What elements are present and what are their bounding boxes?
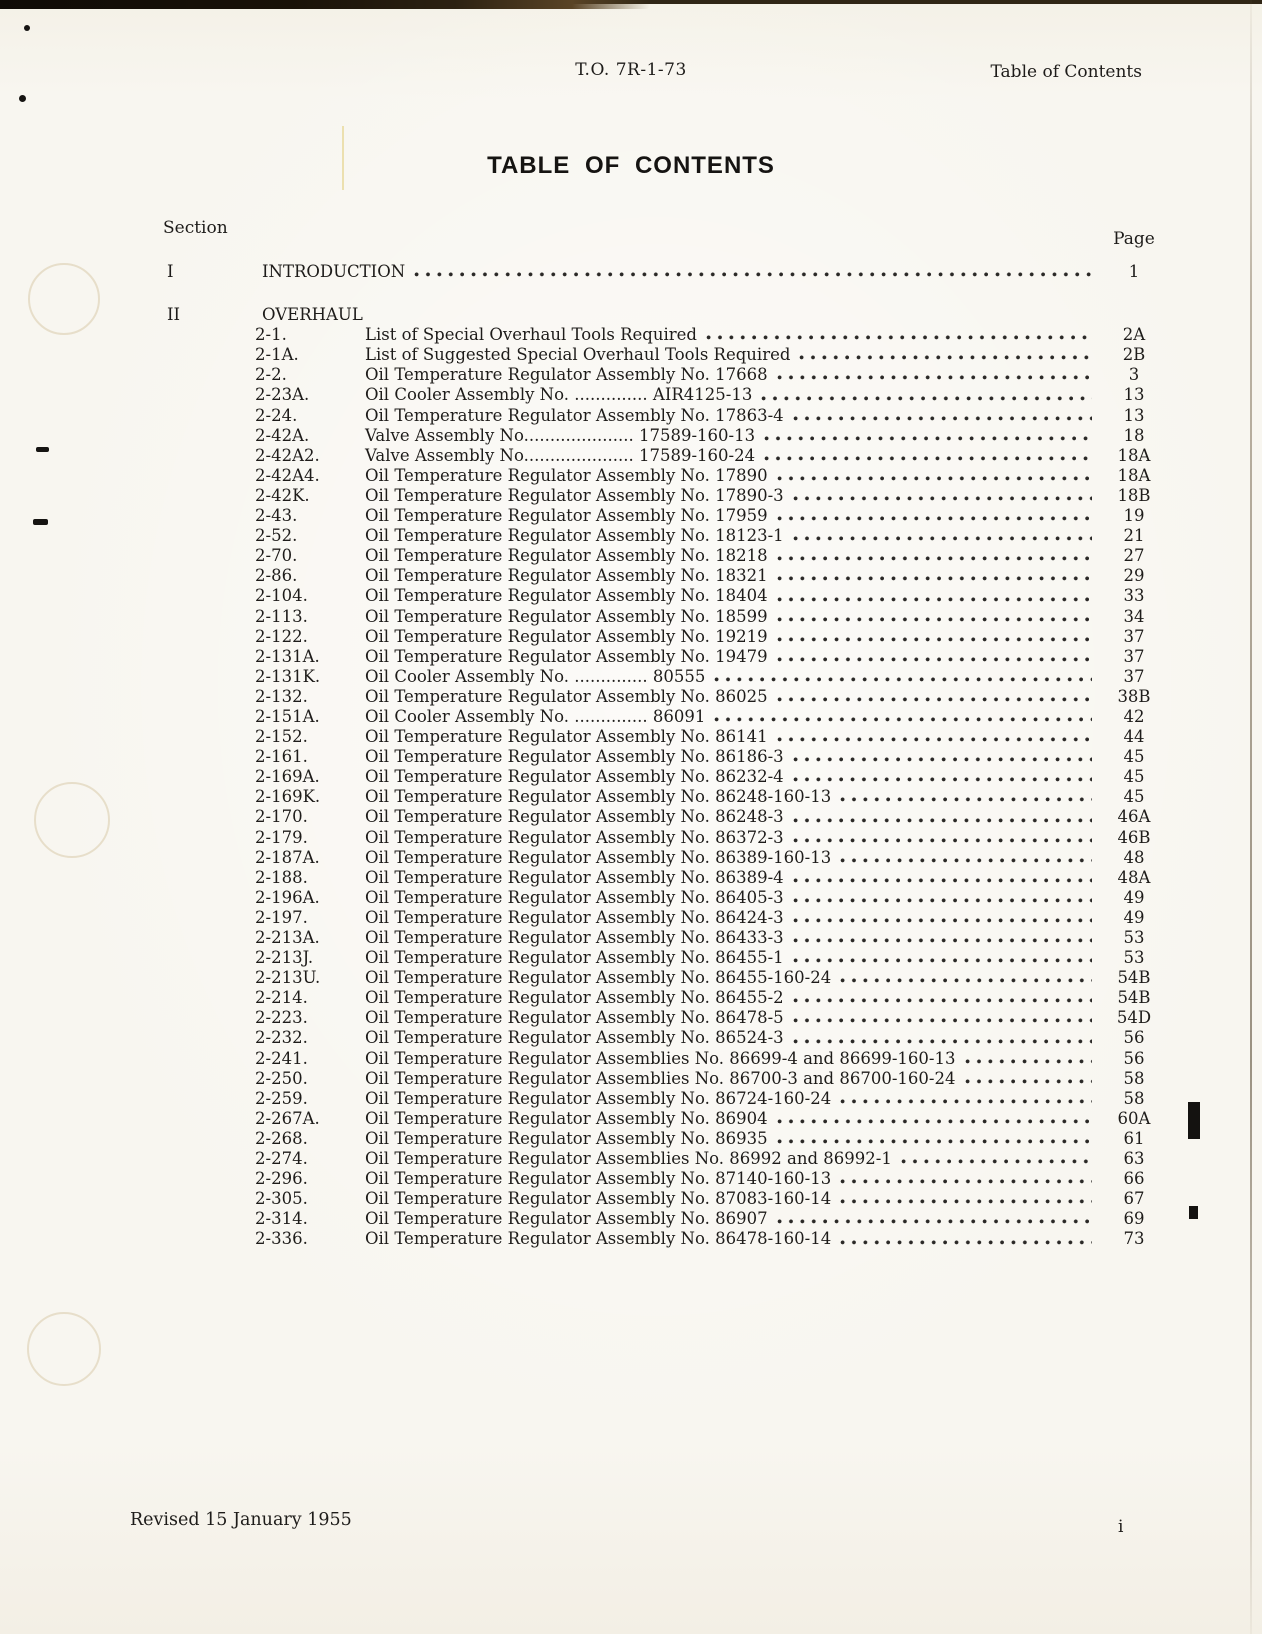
toc-entry-row [0, 406, 1262, 426]
toc-entry-row [0, 1189, 1262, 1209]
dot-leader [777, 1218, 1092, 1225]
toc-entry-row [0, 787, 1262, 807]
entry-title: Oil Temperature Regulator Assembly No. 87083-160-14 [365, 1189, 832, 1209]
entry-page: 18A [1117, 465, 1151, 485]
entry-page: 67 [1123, 1189, 1145, 1209]
entry-title: Oil Temperature Regulator Assembly No. 18218 [365, 546, 768, 566]
entry-body [365, 446, 1096, 466]
entry-page: 2B [1122, 345, 1146, 365]
dot-leader [793, 776, 1092, 783]
dot-leader [840, 857, 1092, 864]
entry-body [365, 345, 1096, 365]
toc-entry-row [0, 526, 1262, 546]
dot-leader [777, 475, 1092, 482]
dot-leader [777, 736, 1092, 743]
entry-title: Oil Temperature Regulator Assembly No. 17668 [365, 365, 768, 385]
toc-entry-row [0, 365, 1262, 385]
toc-entry-row [0, 446, 1262, 466]
toc-entry-row [0, 1069, 1262, 1089]
dot-leader [793, 917, 1092, 924]
entry-page: 54D [1116, 1008, 1152, 1028]
technical-order-number: T.O. 7R-1-73 [575, 60, 687, 80]
entry-title: Oil Temperature Regulator Assemblies No. 86699-4 and 86699-160-13 [365, 1048, 956, 1068]
toc-entry-row [0, 647, 1262, 667]
dot-leader [777, 515, 1092, 522]
toc-entry-row [0, 586, 1262, 606]
entry-title: Oil Temperature Regulator Assembly No. 86724-160-24 [365, 1088, 832, 1108]
entry-title: Oil Temperature Regulator Assembly No. 86424-3 [365, 907, 784, 927]
dot-leader [777, 656, 1092, 663]
entry-title: Oil Temperature Regulator Assembly No. 86025 [365, 686, 768, 706]
entry-page: 54B [1117, 988, 1151, 1008]
ink-speck [19, 95, 26, 102]
toc-entry-row [0, 667, 1262, 687]
entry-title: Oil Temperature Regulator Assembly No. 86405-3 [365, 887, 784, 907]
entry-body [365, 1169, 1096, 1189]
entry-number: 2-161. [255, 747, 308, 767]
entry-number: 2-170. [255, 807, 308, 827]
entry-title: Oil Temperature Regulator Assemblies No. 86700-3 and 86700-160-24 [365, 1068, 956, 1088]
entry-number: 2-113. [255, 606, 308, 626]
dot-leader [793, 1017, 1092, 1024]
toc-entry-row [0, 345, 1262, 365]
ink-speck [24, 25, 30, 31]
entry-number: 2-122. [255, 626, 308, 646]
dot-leader [793, 535, 1092, 542]
entry-body [365, 868, 1096, 888]
toc-entry-row [0, 747, 1262, 767]
dot-leader [793, 897, 1092, 904]
entry-body [365, 707, 1096, 727]
toc-entry-row [0, 1209, 1262, 1229]
dot-leader [793, 1038, 1092, 1045]
entry-number: 2-1A. [255, 345, 299, 365]
entry-page: 49 [1123, 887, 1145, 907]
entry-page: 44 [1123, 727, 1145, 747]
entry-body [365, 687, 1096, 707]
toc-entry-row [0, 928, 1262, 948]
entry-number: 2-42A. [255, 425, 310, 445]
entry-title: Oil Temperature Regulator Assembly No. 86455-160-24 [365, 968, 832, 988]
column-header-page: Page [1113, 229, 1155, 249]
entry-page: 27 [1123, 546, 1145, 566]
toc-entry-row [0, 707, 1262, 727]
entry-number: 2-24. [255, 405, 298, 425]
dot-leader [793, 756, 1092, 763]
entry-title: Oil Temperature Regulator Assembly No. 17959 [365, 506, 768, 526]
entry-body [365, 566, 1096, 586]
entry-page: 13 [1123, 385, 1145, 405]
section-heading: OVERHAUL [262, 305, 363, 325]
entry-number: 2-169A. [255, 767, 320, 787]
entry-body [365, 1028, 1096, 1048]
entry-body [365, 466, 1096, 486]
entry-page: 19 [1123, 506, 1145, 526]
dot-leader [777, 636, 1092, 643]
dot-leader [840, 977, 1092, 984]
entry-body [365, 1069, 1096, 1089]
toc-entry-row [0, 1008, 1262, 1028]
entry-title: Oil Temperature Regulator Assembly No. 86248-3 [365, 807, 784, 827]
entry-title: Oil Temperature Regulator Assembly No. 18599 [365, 606, 768, 626]
toc-entry-row [0, 848, 1262, 868]
entry-title: Oil Temperature Regulator Assembly No. 18123-1 [365, 526, 784, 546]
entry-page: 2A [1122, 325, 1146, 345]
entry-number: 2-267A. [255, 1108, 320, 1128]
entry-title: Oil Temperature Regulator Assembly No. 18321 [365, 566, 768, 586]
toc-entry-row [0, 1129, 1262, 1149]
entry-page: 33 [1123, 586, 1145, 606]
page-title: TABLE OF CONTENTS [487, 152, 775, 179]
entry-number: 2-132. [255, 686, 308, 706]
entry-number: 2-296. [255, 1169, 308, 1189]
entry-number: 2-241. [255, 1048, 308, 1068]
entry-number: 2-23A. [255, 385, 310, 405]
dot-leader [793, 877, 1092, 884]
entry-body [365, 948, 1096, 968]
entry-number: 2-2. [255, 365, 287, 385]
dot-leader [761, 395, 1092, 402]
entry-number: 2-336. [255, 1229, 308, 1249]
entry-page: 45 [1123, 747, 1145, 767]
entry-page: 56 [1123, 1048, 1145, 1068]
entry-page: 29 [1123, 566, 1145, 586]
entry-number: 2-42A2. [255, 445, 320, 465]
entry-body [365, 1229, 1096, 1249]
entry-body [365, 888, 1096, 908]
entry-body [365, 1008, 1096, 1028]
entry-body [365, 807, 1096, 827]
entry-body [365, 767, 1096, 787]
toc-entry-row [0, 566, 1262, 586]
entry-page: 49 [1123, 907, 1145, 927]
entry-title: Oil Temperature Regulator Assembly No. 19219 [365, 626, 768, 646]
entry-body [365, 385, 1096, 405]
entry-title: Oil Temperature Regulator Assembly No. 86186-3 [365, 747, 784, 767]
dot-leader [840, 1198, 1092, 1205]
entry-title: Oil Temperature Regulator Assembly No. 86907 [365, 1209, 768, 1229]
dot-leader [777, 1118, 1092, 1125]
entry-body [365, 848, 1096, 868]
entry-body [365, 968, 1096, 988]
entry-page: 58 [1123, 1088, 1145, 1108]
scan-top-edge-dark [0, 0, 650, 9]
toc-entry-row [0, 767, 1262, 787]
entry-page: 45 [1123, 767, 1145, 787]
entry-number: 2-213J. [255, 948, 314, 968]
entry-title: Oil Cooler Assembly No. .............. AIR4125-13 [365, 385, 753, 405]
revision-date: Revised 15 January 1955 [130, 1510, 352, 1530]
entry-page: 54B [1117, 968, 1151, 988]
toc-entry-row [0, 466, 1262, 486]
entry-number: 2-259. [255, 1088, 308, 1108]
toc-entry-row [0, 426, 1262, 446]
entry-title: Oil Temperature Regulator Assembly No. 86372-3 [365, 827, 784, 847]
entry-number: 2-42A4. [255, 465, 320, 485]
entry-page: 48A [1117, 867, 1151, 887]
dot-leader [414, 271, 1092, 278]
entry-title: Oil Temperature Regulator Assemblies No. 86992 and 86992-1 [365, 1149, 892, 1169]
entry-number: 2-42K. [255, 485, 310, 505]
entry-page: 45 [1123, 787, 1145, 807]
entry-title: Oil Temperature Regulator Assembly No. 18404 [365, 586, 768, 606]
entry-title: Oil Temperature Regulator Assembly No. 86524-3 [365, 1028, 784, 1048]
entry-number: 2-314. [255, 1209, 308, 1229]
entry-number: 2-274. [255, 1149, 308, 1169]
entry-body [365, 1189, 1096, 1209]
entry-page: 61 [1123, 1128, 1145, 1148]
entry-title: Oil Temperature Regulator Assembly No. 86935 [365, 1128, 768, 1148]
entry-title: Oil Temperature Regulator Assembly No. 86478-160-14 [365, 1229, 832, 1249]
entry-page: 38B [1117, 686, 1151, 706]
running-header-title: Table of Contents [990, 62, 1142, 82]
section-numeral: II [167, 305, 181, 325]
entry-title: Oil Temperature Regulator Assembly No. 86455-1 [365, 948, 784, 968]
section-numeral: I [167, 262, 174, 281]
entry-page: 46A [1117, 807, 1151, 827]
entry-number: 2-86. [255, 566, 298, 586]
entry-page: 37 [1123, 626, 1145, 646]
dot-leader [777, 555, 1092, 562]
toc-entry-row [0, 546, 1262, 566]
entry-page: 53 [1123, 928, 1145, 947]
toc-entry-row [0, 627, 1262, 647]
entry-page: 58 [1123, 1068, 1145, 1088]
entry-body [365, 988, 1096, 1008]
entry-number: 2-213U. [255, 968, 321, 988]
entry-body [365, 908, 1096, 928]
entry-body [365, 526, 1096, 546]
entry-page: 13 [1123, 405, 1145, 425]
entry-title: Oil Temperature Regulator Assembly No. 86478-5 [365, 1008, 784, 1028]
entry-title: Oil Cooler Assembly No. .............. 86091 [365, 706, 706, 726]
toc-entry-row [0, 325, 1262, 345]
punch-hole-outline [27, 1312, 101, 1386]
entry-body [365, 627, 1096, 647]
entry-title: Oil Temperature Regulator Assembly No. 86389-4 [365, 867, 784, 887]
toc-entry-row [0, 968, 1262, 988]
toc-entry-row [0, 1229, 1262, 1249]
dot-leader [777, 575, 1092, 582]
section-body [262, 262, 1096, 282]
entry-title: List of Special Overhaul Tools Required [365, 325, 697, 345]
toc-entry-row [0, 868, 1262, 888]
toc-entry-row [0, 486, 1262, 506]
entry-body [365, 607, 1096, 627]
entry-title: List of Suggested Special Overhaul Tools Required [365, 345, 791, 365]
dot-leader [777, 696, 1092, 703]
dot-leader [793, 495, 1092, 502]
entry-page: 48 [1123, 847, 1145, 867]
entry-title: Oil Temperature Regulator Assembly No. 86248-160-13 [365, 787, 832, 807]
dot-leader [777, 616, 1092, 623]
entry-title: Oil Temperature Regulator Assembly No. 86141 [365, 727, 768, 747]
entry-title: Oil Temperature Regulator Assembly No. 17863-4 [365, 405, 784, 425]
entry-number: 2-305. [255, 1189, 308, 1209]
toc-entry-row [0, 948, 1262, 968]
entry-number: 2-131K. [255, 666, 321, 686]
entry-page: 56 [1123, 1028, 1145, 1048]
entry-body [365, 586, 1096, 606]
entry-number: 2-169K. [255, 787, 321, 807]
entry-number: 2-52. [255, 526, 298, 546]
entry-body [365, 727, 1096, 747]
entry-page: 46B [1117, 827, 1151, 847]
entry-body [365, 1089, 1096, 1109]
toc-entry-row [0, 1149, 1262, 1169]
entry-title: Valve Assembly No..................... 17589-160-24 [365, 445, 756, 465]
entry-body [365, 546, 1096, 566]
toc-entry-row [0, 807, 1262, 827]
dot-leader [965, 1058, 1093, 1065]
entry-number: 2-70. [255, 546, 298, 566]
entry-title: Oil Temperature Regulator Assembly No. 86389-160-13 [365, 847, 832, 867]
toc [0, 262, 1262, 1250]
dot-leader [799, 354, 1092, 361]
entry-number: 2-196A. [255, 887, 320, 907]
entry-body [365, 1149, 1096, 1169]
toc-entry-row [0, 687, 1262, 707]
toc-section-row [0, 262, 1262, 282]
entry-page: 18B [1117, 485, 1151, 505]
dot-leader [714, 716, 1092, 723]
entry-title: Oil Cooler Assembly No. .............. 80555 [365, 666, 706, 686]
dot-leader [793, 957, 1092, 964]
entry-body [365, 406, 1096, 426]
toc-entry-row [0, 1049, 1262, 1069]
dot-leader [793, 415, 1092, 422]
entry-body [365, 325, 1096, 345]
entry-body [365, 1049, 1096, 1069]
entry-body [365, 1129, 1096, 1149]
entry-page: 18 [1123, 425, 1145, 445]
dot-leader [840, 1098, 1092, 1105]
dot-leader [840, 1178, 1092, 1185]
dot-leader [840, 796, 1092, 803]
entry-body [365, 647, 1096, 667]
toc-entry-row [0, 1109, 1262, 1129]
entry-title: Oil Temperature Regulator Assembly No. 17890 [365, 465, 768, 485]
entry-title: Oil Temperature Regulator Assembly No. 19479 [365, 646, 768, 666]
entry-number: 2-188. [255, 867, 308, 887]
entry-body [365, 1109, 1096, 1129]
entry-body [365, 365, 1096, 385]
section-body [262, 305, 1096, 325]
toc-entry-row [0, 988, 1262, 1008]
toc-entry-row [0, 1089, 1262, 1109]
entry-body [365, 787, 1096, 807]
toc-entry-row [0, 908, 1262, 928]
entry-number: 2-1. [255, 325, 287, 345]
dot-leader [793, 837, 1092, 844]
entry-body [365, 928, 1096, 948]
dot-leader [706, 334, 1092, 341]
dot-leader [777, 1138, 1092, 1145]
entry-number: 2-151A. [255, 706, 320, 726]
entry-page: 42 [1123, 706, 1145, 726]
entry-number: 2-250. [255, 1068, 308, 1088]
entry-number: 2-187A. [255, 847, 320, 867]
entry-body [365, 486, 1096, 506]
dot-leader [793, 997, 1092, 1004]
entry-title: Oil Temperature Regulator Assembly No. 17890-3 [365, 485, 784, 505]
entry-number: 2-43. [255, 506, 298, 526]
section-heading: INTRODUCTION [262, 262, 406, 281]
toc-entry-row [0, 727, 1262, 747]
dot-leader [793, 937, 1092, 944]
entry-page: 21 [1123, 526, 1145, 546]
entry-number: 2-152. [255, 727, 308, 747]
entry-page: 18A [1117, 445, 1151, 465]
entry-page: 73 [1123, 1229, 1145, 1249]
section-page: 1 [1128, 262, 1140, 281]
entry-title: Oil Temperature Regulator Assembly No. 86904 [365, 1108, 768, 1128]
entry-page: 37 [1123, 666, 1145, 686]
toc-entry-row [0, 506, 1262, 526]
entry-body [365, 667, 1096, 687]
toc-entry-row [0, 888, 1262, 908]
entry-page: 63 [1123, 1149, 1145, 1169]
entry-page: 3 [1128, 365, 1140, 385]
toc-entry-row [0, 1169, 1262, 1189]
entry-title: Oil Temperature Regulator Assembly No. 87140-160-13 [365, 1169, 832, 1189]
entry-number: 2-197. [255, 907, 308, 927]
dot-leader [840, 1239, 1092, 1246]
entry-title: Oil Temperature Regulator Assembly No. 86232-4 [365, 767, 784, 787]
entry-body [365, 426, 1096, 446]
entry-page: 34 [1123, 606, 1145, 626]
dot-leader [777, 374, 1092, 381]
entry-page: 37 [1123, 646, 1145, 666]
entry-page: 60A [1117, 1108, 1151, 1128]
column-header-section: Section [163, 218, 228, 238]
entry-number: 2-268. [255, 1128, 308, 1148]
toc-entry-row [0, 607, 1262, 627]
toc-entry-row [0, 385, 1262, 405]
dot-leader [901, 1158, 1092, 1165]
entry-number: 2-104. [255, 586, 308, 606]
entry-title: Oil Temperature Regulator Assembly No. 86433-3 [365, 928, 784, 947]
entry-body [365, 1209, 1096, 1229]
entry-title: Valve Assembly No..................... 17589-160-13 [365, 425, 756, 445]
entry-title: Oil Temperature Regulator Assembly No. 86455-2 [365, 988, 784, 1008]
toc-entry-row [0, 1028, 1262, 1048]
entry-page: 69 [1123, 1209, 1145, 1229]
folio-page-number: i [1118, 1517, 1124, 1537]
toc-entry-row [0, 828, 1262, 848]
entry-body [365, 828, 1096, 848]
entry-number: 2-214. [255, 988, 308, 1008]
entry-body [365, 506, 1096, 526]
entry-page: 53 [1123, 948, 1145, 968]
dot-leader [714, 676, 1092, 683]
entry-page: 66 [1123, 1169, 1145, 1189]
entry-number: 2-232. [255, 1028, 308, 1048]
dot-leader [777, 596, 1092, 603]
dot-leader [764, 455, 1092, 462]
dot-leader [764, 435, 1092, 442]
dot-leader [965, 1078, 1093, 1085]
dot-leader [793, 817, 1092, 824]
entry-number: 2-179. [255, 827, 308, 847]
entry-number: 2-223. [255, 1008, 308, 1028]
toc-section-row [0, 305, 1262, 325]
entry-number: 2-213A. [255, 928, 320, 947]
entry-number: 2-131A. [255, 646, 320, 666]
entry-body [365, 747, 1096, 767]
